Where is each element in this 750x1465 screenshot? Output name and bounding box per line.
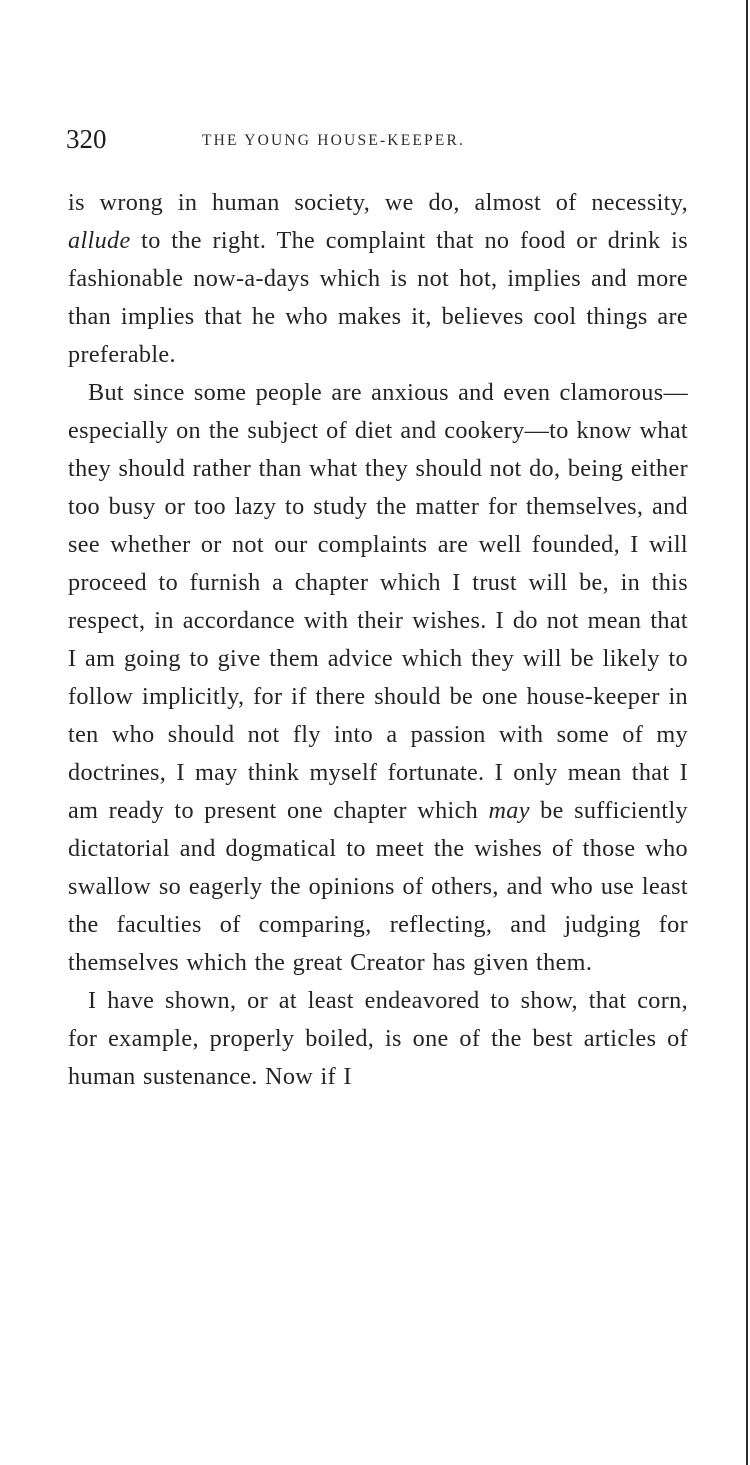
body-text bbox=[68, 184, 688, 1096]
page-number: 320 bbox=[66, 124, 107, 154]
paragraph-3-text: I have shown, or at least endeavored to show, that corn, for example, properly boiled, is one of the best articles of human sustenance. Now if I bbox=[68, 987, 688, 1090]
paragraph-3 bbox=[68, 982, 688, 1096]
paragraph-2-italic: may bbox=[488, 797, 530, 824]
paragraph-2-text-a: But since some people are anxious and even clamorous—especially on the subject of diet and cookery—to know what they should rather than what they should not do, being either too busy or too lazy to study the matter for themselves, and see whether or not our complaints are well founded, I will proceed to furnish a chapter which I trust will be, in this respect, in accordance with their wishes. I do not mean that I am going to give them advice which they will be likely to follow implicitly, for if there should be one house-keeper in ten who should not fly into a passion with some of my doctrines, I may think myself fortunate. I only mean that I am ready to present one chapter which bbox=[68, 379, 688, 824]
paragraph-1-italic: allude bbox=[68, 227, 131, 254]
paragraph-1-text-b: to the right. The complaint that no food or drink is fashionable now-a-days which is not hot, implies and more than implies that he who makes it, believes cool things are preferable. bbox=[68, 227, 688, 368]
paragraph-1-text-a: is wrong in human society, we do, almost of necessity, bbox=[68, 189, 688, 216]
paragraph-1 bbox=[68, 184, 688, 374]
page-edge-line bbox=[746, 0, 748, 1465]
paragraph-2-text-b: be sufficiently dictatorial and dogmatical to meet the wishes of those who swallow so eagerly the opinions of others, and who use least the faculties of comparing, reflecting, and judging for themselves which the great Creator has given them. bbox=[68, 797, 688, 976]
paragraph-2 bbox=[68, 374, 688, 982]
book-page bbox=[68, 120, 688, 1096]
running-head bbox=[68, 120, 688, 160]
running-title: THE YOUNG HOUSE-KEEPER. bbox=[202, 132, 466, 149]
